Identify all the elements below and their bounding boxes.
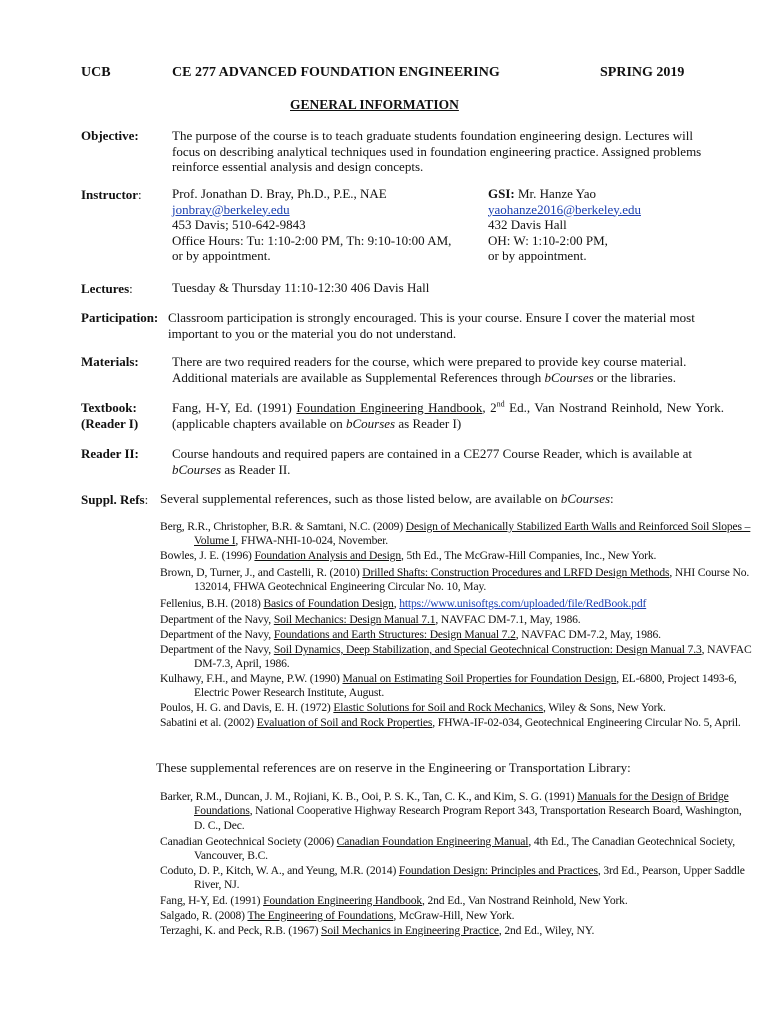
materials-text: There are two required readers for the course, which were prepared to provide key course material. Additional materials are available as Supplemental References through bCourses or the libraries.: [172, 354, 687, 385]
list-item: Sabatini et al. (2002) Evaluation of Soil and Rock Properties, FHWA-IF-02-034, Geotechnical Engineering Circular No. 5, April.: [160, 716, 741, 729]
lectures-text: Tuesday & Thursday 11:10-12:30 406 Davis Hall: [172, 280, 430, 295]
list-item: Barker, R.M., Duncan, J. M., Rojiani, K. B., Ooi, P. S. K., Tan, C. K., and Kim, S. G. (1991) Manuals for the Design of Bridge Foundations, National Cooperative Highway Research Program Report 343, Transportation Research Board, Washington, D. C., Dec.: [160, 790, 742, 832]
textbook-text: Fang, H-Y, Ed. (1991) Foundation Engineering Handbook, 2nd Ed., Van Nostrand Reinhold, New York. (applicable chapters available on bCourses as Reader I): [172, 399, 724, 431]
participation-text: Classroom participation is strongly encouraged. This is your course. Ensure I cover the material most important to you or the material you do not understand.: [168, 310, 695, 341]
textbook-label: Textbook: (Reader I): [81, 400, 139, 431]
reader2-text: Course handouts and required papers are contained in a CE277 Course Reader, which is available at bCourses as Reader II.: [172, 446, 693, 477]
gsi-office: 432 Davis Hall: [488, 217, 567, 232]
gsi-block: [488, 186, 728, 264]
list-item: Department of the Navy, Soil Mechanics: Design Manual 7.1, NAVFAC DM-7.1, May, 1986.: [160, 613, 581, 626]
gsi-appointment: or by appointment.: [488, 248, 587, 263]
list-item: Berg, R.R., Christopher, B.R. & Samtani, N.C. (2009) Design of Mechanically Stabilized Earth Walls and Reinforced Soil Slopes – Volume I, FHWA-NHI-10-024, November.: [160, 520, 751, 548]
reader2-label: Reader II:: [81, 446, 139, 461]
gsi-label: GSI:: [488, 186, 515, 201]
suppl-text: Several supplemental references, such as those listed below, are available on bCourses:: [160, 491, 614, 506]
instructor-label: Instructor:: [81, 187, 142, 202]
school-name: UCB: [81, 65, 111, 80]
instructor-block: [172, 186, 472, 264]
list-item: Coduto, D. P., Kitch, W. A., and Yeung, M.R. (2014) Foundation Design: Principles and Practices, 3rd Ed., Pearson, Upper Saddle River, NJ.: [160, 864, 745, 892]
list-item: Fang, H-Y, Ed. (1991) Foundation Engineering Handbook, 2nd Ed., Van Nostrand Reinhold, New York.: [160, 894, 628, 907]
instructor-name: Prof. Jonathan D. Bray, Ph.D., P.E., NAE: [172, 186, 387, 201]
list-item: Department of the Navy, Soil Dynamics, Deep Stabilization, and Special Geotechnical Construction: Design Manual 7.3, NAVFAC DM-7.3, April, 1986.: [160, 643, 752, 671]
page-title: GENERAL INFORMATION: [290, 97, 459, 112]
suppl-label: Suppl. Refs:: [81, 492, 149, 507]
reserve-note: These supplemental references are on reserve in the Engineering or Transportation Library:: [156, 760, 631, 775]
list-item: Department of the Navy, Foundations and Earth Structures: Design Manual 7.2, NAVFAC DM-7.2, May, 1986.: [160, 628, 661, 641]
list-item: Brown, D, Turner, J., and Castelli, R. (2010) Drilled Shafts: Construction Procedures and LRFD Design Methods, NHI Course No. 132014, FHWA Geotechnical Engineering Circular No. 10, May.: [160, 566, 750, 594]
list-item: Terzaghi, K. and Peck, R.B. (1967) Soil Mechanics in Engineering Practice, 2nd Ed., Wiley, NY.: [160, 924, 595, 937]
instructor-appointment: or by appointment.: [172, 248, 271, 263]
redbook-link[interactable]: https://www.unisoftgs.com/uploaded/file/RedBook.pdf: [399, 597, 647, 610]
list-item: Canadian Geotechnical Society (2006) Canadian Foundation Engineering Manual, 4th Ed., The Canadian Geotechnical Society, Vancouver, B.C.: [160, 835, 736, 863]
list-item: Salgado, R. (2008) The Engineering of Foundations, McGraw-Hill, New York.: [160, 909, 515, 922]
lectures-label: Lectures:: [81, 281, 133, 296]
list-item: Poulos, H. G. and Davis, E. H. (1972) Elastic Solutions for Soil and Rock Mechanics, Wiley & Sons, New York.: [160, 701, 666, 714]
instructor-office: 453 Davis; 510-642-9843: [172, 217, 306, 232]
instructor-hours: Office Hours: Tu: 1:10-2:00 PM, Th: 9:10-10:00 AM,: [172, 232, 452, 248]
gsi-name: Mr. Hanze Yao: [517, 186, 596, 201]
list-item: Kulhawy, F.H., and Mayne, P.W. (1990) Manual on Estimating Soil Properties for Foundation Design, EL-6800, Project 1493-6, Electric Power Research Institute, August.: [160, 672, 737, 700]
term: SPRING 2019: [600, 65, 685, 80]
instructor-email-link[interactable]: jonbray@berkeley.edu: [172, 201, 290, 217]
list-item: Fellenius, B.H. (2018) Basics of Foundation Design, https://www.unisoftgs.com/uploaded/file/RedBook.pdf: [160, 597, 647, 610]
objective-text: The purpose of the course is to teach graduate students foundation engineering design. Lectures will focus on describing analytical techniques used in foundation engineering practice. Assigned problems reinforce essential analysis and design concepts.: [172, 128, 702, 174]
list-item: Bowles, J. E. (1996) Foundation Analysis and Design, 5th Ed., The McGraw-Hill Companies, Inc., New York.: [160, 549, 657, 562]
gsi-hours: OH: W: 1:10-2:00 PM,: [488, 232, 608, 248]
gsi-email-link[interactable]: yaohanze2016@berkeley.edu: [488, 201, 641, 217]
course-title: CE 277 ADVANCED FOUNDATION ENGINEERING: [172, 65, 500, 80]
participation-label: Participation:: [81, 310, 159, 325]
materials-label: Materials:: [81, 354, 139, 369]
objective-label: Objective:: [81, 128, 139, 143]
